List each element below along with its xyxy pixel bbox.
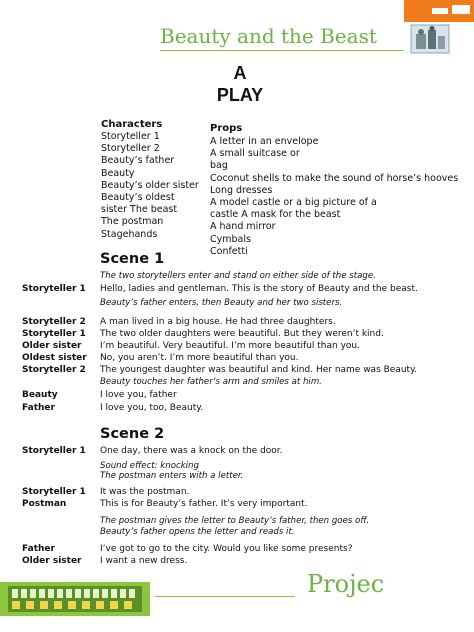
speaker-name: Storyteller 1 [22,329,86,339]
characters-list [101,131,199,241]
speaker-name: Storyteller 1 [22,284,86,294]
speaker-name: Oldest sister [22,353,87,363]
speaker-name: Father [22,403,55,413]
dialogue-text: The two older daughters were beautiful. But they weren’t kind. [100,329,384,339]
speaker-name: Father [22,544,55,554]
stage-direction: The postman gives the letter to Beauty’s father, then goes off. [100,516,370,526]
character-item: Storyteller 1 [101,131,160,142]
play-title-line2: PLAY [216,85,264,105]
series-logo-badge [0,582,150,616]
stage-direction: Beauty’s father enters, then Beauty and her two sisters. [100,298,343,308]
prop-item: Coconut shells to make the sound of horse’s hooves [210,172,459,184]
speaker-name: Storyteller 1 [22,487,86,497]
prop-item: Long dresses [210,184,273,196]
dialogue-text: It was the postman. [100,487,190,497]
stage-direction: Beauty touches her father’s arm and smiles at him. [100,377,322,387]
dialogue-text: The youngest daughter was beautiful and kind. Her name was Beauty. [100,365,417,375]
dialogue-text: A man lived in a big house. He had three daughters. [100,317,336,327]
character-item: Beauty’s older sister [101,179,199,191]
prop-item: A letter in an envelope [210,136,319,147]
speaker-name: Beauty [22,390,58,400]
dialogue-text: I’ve got to go to the city. Would you like some presents? [100,544,353,554]
beast-logo-icon [410,24,450,54]
character-item: Beauty [101,167,135,179]
stage-direction: The postman enters with a letter. [100,471,244,481]
prop-item: bag [210,160,228,172]
character-item: Beauty’s oldest [101,192,175,204]
dialogue-text: This is for Beauty’s father. It’s very important. [100,499,308,509]
stage-direction: The two storytellers enter and stand on either side of the stage. [100,271,376,281]
props-list [210,136,458,258]
dialogue-text: I love you, too, Beauty. [100,403,204,413]
document-header-title: Beauty and the Beast [160,24,377,48]
prop-item: Cymbals [210,233,251,245]
scene-1-heading: Scene 1 [100,251,165,267]
prop-item: Confetti [210,245,248,257]
stage-direction: Beauty’s father opens the letter and reads it. [100,527,295,537]
dialogue-text: I’m beautiful. Very beautiful. I’m more beautiful than you. [100,341,360,351]
footer-project-label: Projec [307,570,385,598]
character-item: Storyteller 2 [101,143,160,155]
speaker-name: Storyteller 2 [22,317,86,327]
dialogue-text: Hello, ladies and gentleman. This is the story of Beauty and the beast. [100,284,418,294]
dialogue-text: I love you, father [100,390,177,400]
prop-item: A small suitcase or [210,148,300,160]
character-item: sister The beast [101,204,178,216]
props-heading: Props [210,123,243,134]
header-divider [160,50,404,51]
prop-item: A hand mirror [210,221,276,233]
speaker-name: Storyteller 2 [22,365,86,375]
play-title-line1: A [233,63,247,83]
characters-heading: Characters [101,119,163,130]
dialogue-text: No, you aren’t. I’m more beautiful than you. [100,353,299,363]
speaker-name: Older sister [22,341,82,351]
play-title [200,62,280,106]
footer-divider [155,596,295,597]
character-item: The postman [101,216,164,228]
corner-tab [404,0,474,22]
prop-item: A model castle or a big picture of a [210,197,377,209]
character-item: Beauty’s father [101,155,175,167]
speaker-name: Postman [22,499,67,509]
speaker-name: Older sister [22,556,82,566]
scene-2-heading: Scene 2 [100,426,165,442]
character-item: Stagehands [101,228,158,240]
stage-direction: Sound effect: knocking [100,461,199,471]
speaker-name: Storyteller 1 [22,446,86,456]
dialogue-text: I want a new dress. [100,556,188,566]
dialogue-text: One day, there was a knock on the door. [100,446,283,456]
prop-item: castle A mask for the beast [210,209,341,221]
